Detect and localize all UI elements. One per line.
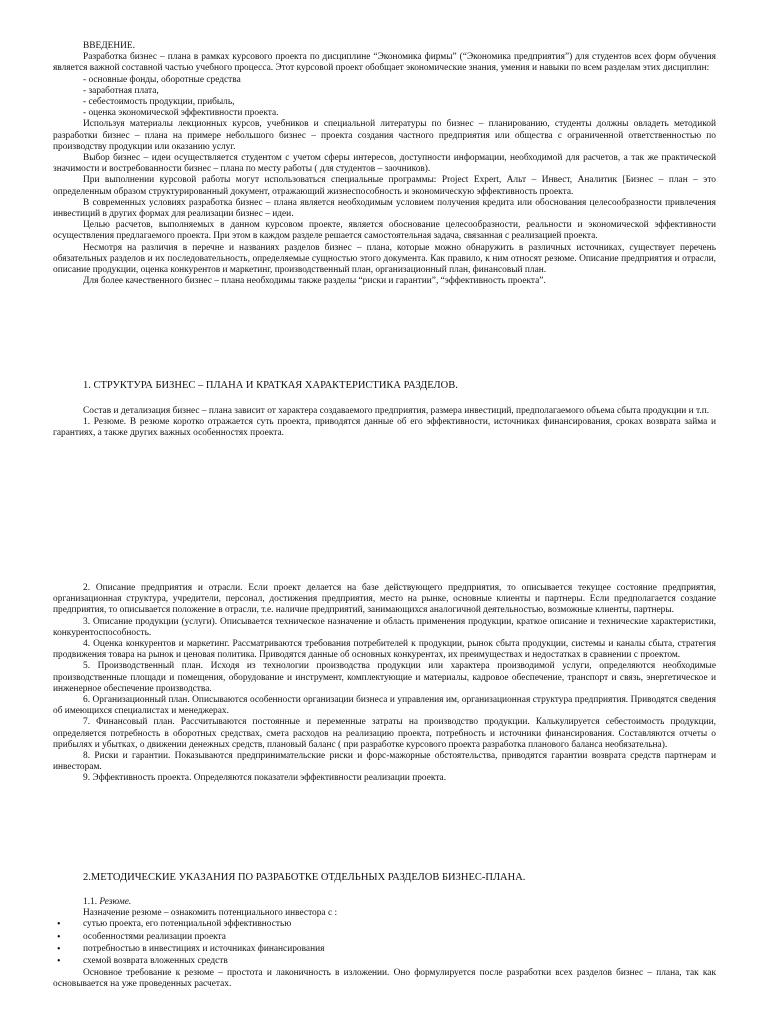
section-1-paragraph-1: Состав и детализация бизнес – плана зависит от характера создаваемого предприятия, размера инвестиций, предполагаемого объема сбыта продукции и т.п. [83,406,710,416]
subsection-heading [53,897,716,908]
section-1-item: 2. Описание предприятия и отрасли. Если проект делается на базе действующего предприятия, то описывается текущее состояние предприятия, организационная структура, учредители, персонал, достижения предприятия, место на рынке, основные клиенты и партнеры. Если предполагается создание предприятия, то описывается положение в отрасли, т.е. наличие предприятий, занимающихся аналогичной деятельностью, возможные клиенты, партнеры. [53,583,716,616]
intro-list-item: - основные фонды, оборотные средства [83,74,241,85]
section-1-item: 5. Производственный план. Исходя из технологии производства продукции или характера производимой услуги, определяются необходимые производственные площади и помещения, оборудование и инструмент, комплектующие и материалы, кадровое обеспечение, транспорт и связь, энергетическое и инженерное обеспечение производства. [53,661,716,694]
intro-paragraph-4: При выполнении курсовой работы могут использоваться специальные программы: Project Expert, Альт – Инвест, Аналитик [Бизнес – план – это определенным образом структурированный документ, отражающий жизнеспособность и экономическую эффективность проекта. [53,175,716,197]
section-1-item: 7. Финансовый план. Рассчитываются постоянные и переменные затраты на производство продукции. Калькулируется себестоимость продукции, определяется потребность в оборотных средствах, смета расходов на реализацию проекта, потребность и источники финансирования. Составляются отчеты о прибылях и убытках, о движении денежных средств, плановый баланс ( при разработке курсового проекта разработка планового баланса необязательна). [53,717,716,750]
intro-list-item: - себестоимость продукции, прибыль, [83,97,235,108]
intro-paragraph-6: Целью расчетов, выполняемых в данном курсовом проекте, является обоснование целесообразности, реальности и экономической эффективности осуществления предлагаемого проекта. При этом в каждом разделе решается самостоятельная задача, связанная с реализацией проекта. [53,220,716,242]
section-2-title: 2.МЕТОДИЧЕСКИЕ УКАЗАНИЯ ПО РАЗРАБОТКЕ ОТДЕЛЬНЫХ РАЗДЕЛОВ БИЗНЕС-ПЛАНА. [83,872,526,883]
intro-paragraph-5: В современных условиях разработка бизнес – плана является необходимым условием получения кредита или обоснования целесообразности привлечения инвестиций в других формах для реализации бизнес – идеи. [53,197,716,220]
bullet-item: • потребностью в инвестициях и источниках финансирования [53,944,716,956]
section-1-resume-paragraph: 1. Резюме. В резюме коротко отражается суть проекта, приводятся данные об его эффективности, источниках финансирования, сроках возврата займа и гарантиях, а также других важных особенностях проекта. [53,417,716,439]
section-2-body [53,897,716,991]
intro-paragraph-7: Несмотря на различия в перечне и названиях разделов бизнес – плана, которые можно обнаружить в различных источниках, существует перечень обязательных разделов и их последовательность, определяемые сущностью этого документа. Как правило, к ним относят резюме. Описание предприятия и отрасли, описание продукции, оценка конкурентов и маркетинг, производственный план, организационный план, финансовый план. [53,242,716,276]
subsection-title: Резюме. [99,897,132,907]
section-2-paragraph-1: Назначение резюме – ознакомить потенциального инвестора с : [83,908,338,919]
intro-paragraph-3: Выбор бизнес – идеи осуществляется студентом с учетом сферы интересов, доступности информации, необходимой для расчетов, а так же практической значимости и востребованности бизнес – плана по месту работы ( для студентов – заочников). [53,153,716,175]
intro-list-item: - оценка экономической эффективности проекта. [83,108,279,119]
intro-paragraph-8: Для более качественного бизнес – плана необходимы также разделы “риски и гарантии”, “эффективность проекта”. [83,276,546,287]
intro-paragraph-2: Используя материалы лекционных курсов, учебников и специальной литературы по бизнес – планированию, студенты должны овладеть методикой разработки бизнес – плана на примере небольшого бизнес – проекта создания частного предприятия или общества с ограниченной ответственностью по производству продукции или оказанию услуг. [53,119,716,152]
section-2-paragraph-2: Основное требование к резюме – простота и лаконичность в изложении. Оно формулируется после разработки всех разделов бизнес – плана, так как основывается на уже проведенных расчетах. [53,968,716,990]
intro-paragraph-1: Разработка бизнес – плана в рамках курсового проекта по дисциплине “Экономика фирмы” (“Экономика предприятия”) для студентов всех форм обучения является важной составной частью учебного процесса. Этот курсовой проект обобщает экономические знания, умения и навыки по всем разделам этих дисциплин: [53,52,716,74]
section-1-title: 1. СТРУКТУРА БИЗНЕС – ПЛАНА И КРАТКАЯ ХАРАКТЕРИСТИКА РАЗДЕЛОВ. [83,380,458,391]
intro-title: ВВЕДЕНИЕ. [83,41,135,51]
section-1-item: 3. Описание продукции (услуги). Описывается техническое назначение и область применения продукции, краткое описание и технические характеристики, конкурентоспособность. [53,616,716,638]
section-1-item: 8. Риски и гарантии. Показываются предпринимательские риски и форс-мажорные обстоятельства, приводятся гарантии возврата средств партнерам и инвесторам. [53,751,716,773]
intro-list-item: - заработная плата, [83,85,159,96]
bullet-item: • сутью проекта, его потенциальной эффективностью [53,919,716,931]
bullet-item: • особенностями реализации проекта [53,932,716,944]
bullet-item: • схемой возврата вложенных средств [53,956,716,968]
resume-bullet-list [53,919,716,968]
intro-section [53,41,716,287]
section-1-item: 9. Эффективность проекта. Определяются показатели эффективности реализации проекта. [83,773,447,784]
section-1-intro [53,406,716,440]
subsection-number: 1.1. [83,897,100,907]
section-1-item: 6. Организационный план. Описываются особенности организации бизнеса и управления им, организационная структура предприятия. Приводятся сведения об имеющихся специалистах и менеджерах. [53,695,716,717]
section-1-item: 4. Оценка конкурентов и маркетинг. Рассматриваются требования потребителей к продукции, рынок сбыта продукции, системы и каналы сбыта, стратегия продвижения товара на рынок и ценовая политика. Приводятся данные об основных конкурентах, их преимуществах и недостатках в сравнении с проектом. [53,639,716,661]
section-1-items [53,583,716,785]
